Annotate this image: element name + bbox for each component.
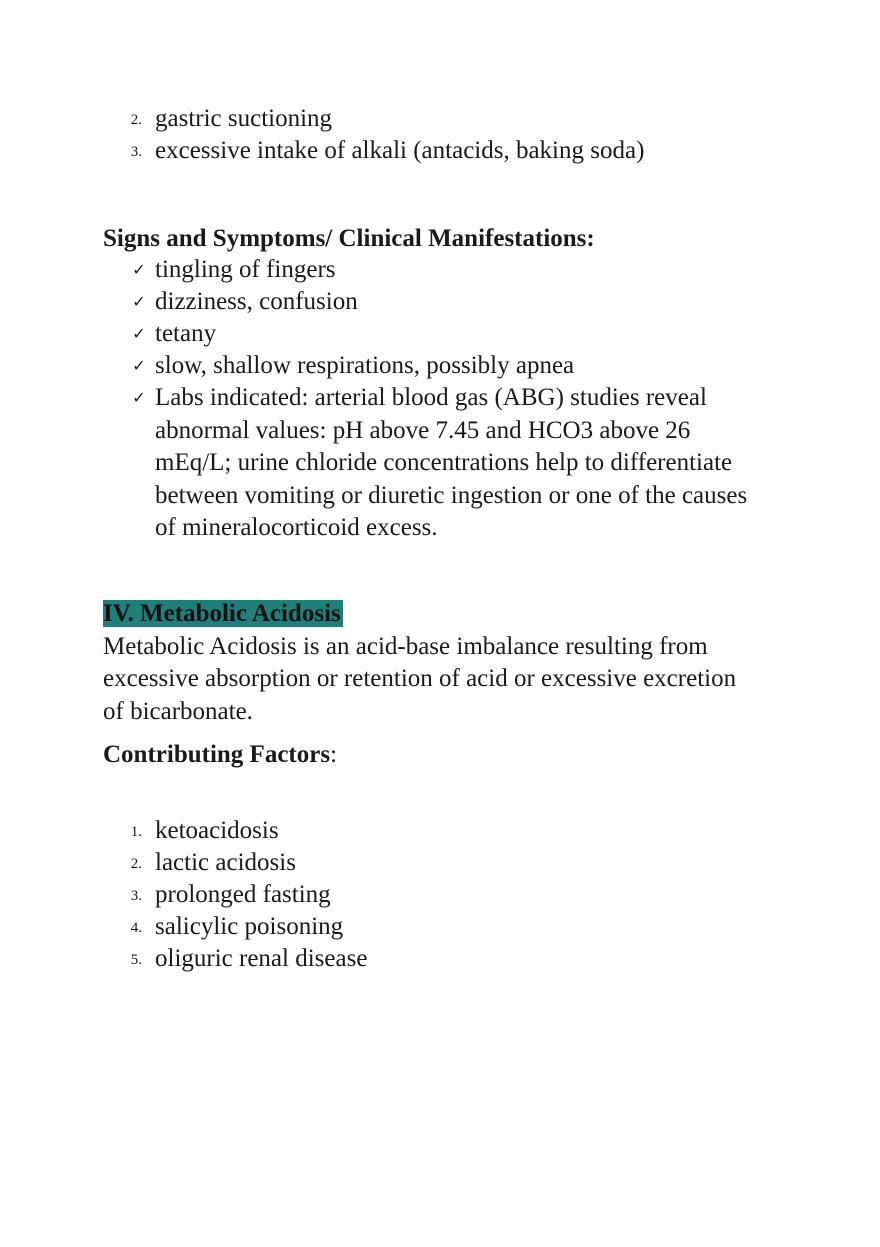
list-item: prolonged fasting [155,881,331,908]
list-item: tingling of fingers [155,256,336,283]
list-item: oliguric renal disease [155,945,368,972]
labs-line: Labs indicated: arterial blood gas (ABG) studies reveal [155,384,707,411]
list-item: tetany [155,320,217,347]
labs-line: mEq/L; urine chloride concentrations help to differentiate [155,449,733,476]
paragraph-line: of bicarbonate. [103,698,253,725]
list-number: 5. [130,952,142,968]
paragraph-line: Metabolic Acidosis is an acid-base imbalance resulting from [103,633,708,660]
section-heading [103,598,343,630]
list-number: 2. [130,856,142,872]
check-icon: ✓ [132,294,146,311]
list-number: 4. [130,920,142,936]
list-item: ketoacidosis [155,817,279,844]
check-icon: ✓ [132,326,146,343]
factors-heading-colon: : [330,741,338,768]
factors-heading [103,739,337,771]
labs-line: abnormal values: pH above 7.45 and HCO3 above 26 [155,417,691,444]
list-number: 3. [130,144,142,160]
section-heading-highlight: IV. Metabolic Acidosis [103,600,341,627]
list-item: dizziness, confusion [155,288,358,315]
labs-line: of mineralocorticoid excess. [155,514,438,541]
paragraph-line: excessive absorption or retention of acid or excessive excretion [103,665,737,692]
check-icon: ✓ [132,262,146,279]
list-number: 1. [130,824,142,840]
list-item: excessive intake of alkali (antacids, baking soda) [155,137,645,164]
list-number: 3. [130,888,142,904]
labs-line: between vomiting or diuretic ingestion or one of the causes [155,482,748,509]
check-icon: ✓ [132,390,146,407]
factors-heading-text: Contributing Factors [103,741,331,768]
list-item: slow, shallow respirations, possibly apnea [155,352,575,379]
signs-heading: Signs and Symptoms/ Clinical Manifestations: [103,225,595,252]
list-item: salicylic poisoning [155,913,344,940]
check-icon: ✓ [132,358,146,375]
list-item: gastric suctioning [155,105,333,132]
list-number: 2. [130,112,142,128]
list-item: lactic acidosis [155,849,296,876]
